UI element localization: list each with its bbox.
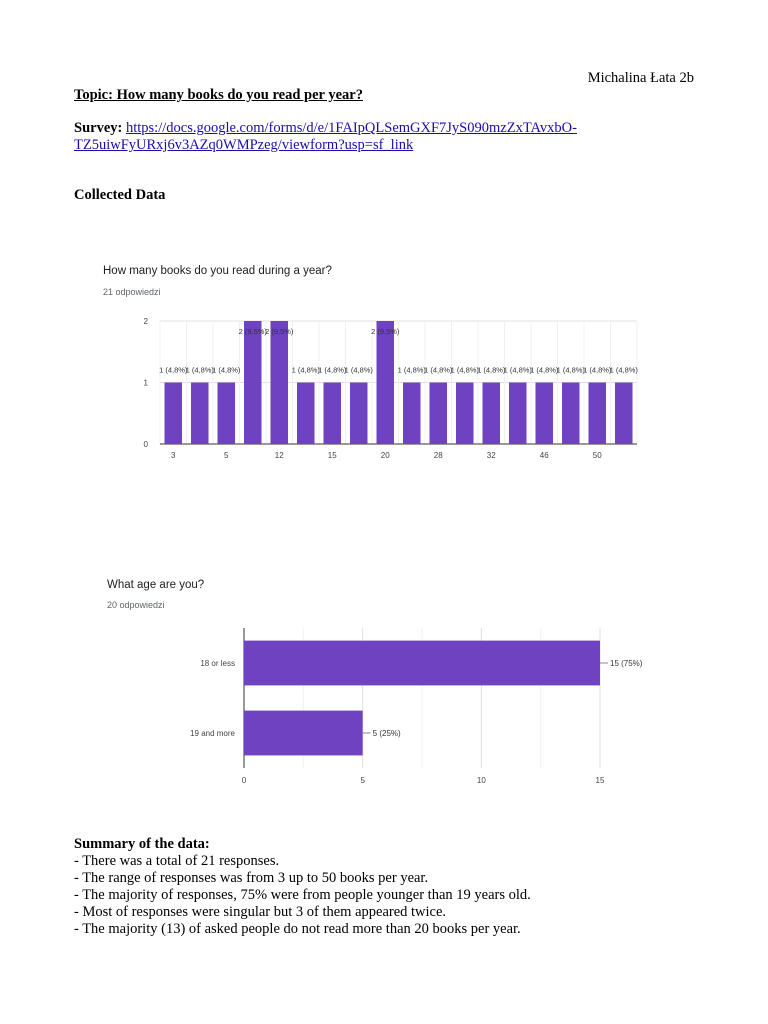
chart1-bar (430, 383, 447, 445)
chart1-x-tick-label: 3 (171, 451, 176, 460)
chart1-subtitle: 21 odpowiedzi (103, 287, 161, 297)
chart1-bar (536, 383, 553, 445)
survey-link-part2[interactable]: TZ5uiwFyURxj6v3AZq0WMPzeg/viewform?usp=sf_link (74, 137, 414, 153)
chart1-bar (191, 383, 208, 445)
chart1-books-per-year (0, 300, 768, 470)
summary-line-5: - The majority (13) of asked people do not read more than 20 books per year. (74, 921, 521, 937)
chart1-x-tick-label: 12 (274, 451, 284, 460)
summary-line-2: - The range of responses was from 3 up to 50 books per year. (74, 870, 429, 886)
chart1-x-tick-label: 46 (539, 451, 549, 460)
survey-label: Survey: (74, 120, 123, 136)
chart2-data-label: 15 (75%) (610, 659, 643, 668)
chart1-data-label: 2 (9,5%) (238, 327, 267, 336)
chart1-data-label: 1 (4,8%) (583, 365, 612, 375)
chart1-data-label: 1 (4,8%) (450, 365, 479, 375)
chart1-x-tick-label: 28 (433, 451, 443, 460)
summary-line-3: - The majority of responses, 75% were from people younger than 19 years old. (74, 887, 531, 903)
chart2-title: What age are you? (107, 579, 205, 591)
chart1-bar (324, 383, 341, 445)
topic-heading: Topic: How many books do you read per year? (74, 87, 363, 103)
chart2-category-label: 19 and more (190, 729, 235, 738)
chart1-data-label: 1 (4,8%) (503, 365, 532, 375)
chart1-bar (377, 321, 394, 444)
chart1-x-tick-label: 32 (486, 451, 496, 460)
chart1-x-tick-label: 20 (380, 451, 390, 460)
chart1-bar (615, 383, 632, 445)
chart1-x-tick-label: 15 (327, 451, 337, 460)
chart1-data-label: 1 (4,8%) (397, 365, 426, 375)
chart1-data-label: 1 (4,8%) (318, 365, 347, 375)
chart2-x-tick-label: 15 (595, 776, 605, 785)
survey-link-part1[interactable]: https://docs.google.com/forms/d/e/1FAIpQLSemGXF7JyS090mzZxTAvxbO- (125, 120, 577, 136)
chart1-data-label: 2 (9,5%) (371, 327, 400, 336)
chart1-x-tick-label: 50 (592, 451, 602, 460)
chart2-age (0, 620, 768, 792)
chart1-data-label: 1 (4,8%) (609, 365, 638, 375)
chart1-x-tick-label: 5 (224, 451, 229, 460)
summary-line-4: - Most of responses were singular but 3 of them appeared twice. (74, 904, 447, 920)
chart1-y-tick-label: 1 (143, 378, 148, 388)
chart1-bar (244, 321, 261, 444)
chart2-subtitle: 20 odpowiedzi (107, 600, 165, 610)
chart1-bar (218, 383, 235, 445)
chart1-data-label: 1 (4,8%) (344, 365, 373, 375)
chart1-data-label: 1 (4,8%) (185, 365, 214, 375)
chart2-x-tick-label: 5 (360, 776, 365, 785)
chart1-data-label: 1 (4,8%) (530, 365, 559, 375)
chart1-bar (271, 321, 288, 444)
chart1-y-tick-label: 2 (143, 317, 148, 326)
summary-heading: Summary of the data: (74, 836, 210, 852)
chart1-data-label: 1 (4,8%) (556, 365, 585, 375)
summary-line-1: - There was a total of 21 responses. (74, 853, 280, 869)
chart2-bar (244, 641, 600, 686)
chart2-bar (244, 711, 363, 756)
survey-block (74, 120, 694, 154)
chart1-bar (350, 383, 367, 445)
chart1-bar (483, 383, 500, 445)
chart1-bar (456, 383, 473, 445)
chart1-bar (509, 383, 526, 445)
chart1-data-label: 1 (4,8%) (477, 365, 506, 375)
chart1-data-label: 1 (4,8%) (424, 365, 453, 375)
chart1-bar (403, 383, 420, 445)
chart1-bar (589, 383, 606, 445)
chart2-category-label: 18 or less (200, 659, 235, 668)
chart2-data-label: 5 (25%) (372, 729, 401, 738)
chart2-x-tick-label: 0 (241, 776, 247, 785)
chart1-data-label: 1 (4,8%) (212, 365, 241, 375)
author-name: Michalina Łata 2b (587, 70, 694, 86)
chart1-bar (562, 383, 579, 445)
chart1-bar (165, 383, 182, 445)
chart1-data-label: 2 (9,5%) (265, 327, 294, 336)
chart1-data-label: 1 (4,8%) (291, 365, 320, 375)
chart1-bar (297, 383, 314, 445)
chart1-y-tick-label: 0 (143, 440, 148, 449)
chart2-x-tick-label: 10 (476, 776, 486, 785)
collected-data-heading: Collected Data (74, 187, 166, 203)
chart1-title: How many books do you read during a year? (103, 265, 332, 277)
summary-block (74, 836, 531, 938)
chart1-data-label: 1 (4,8%) (159, 365, 188, 375)
